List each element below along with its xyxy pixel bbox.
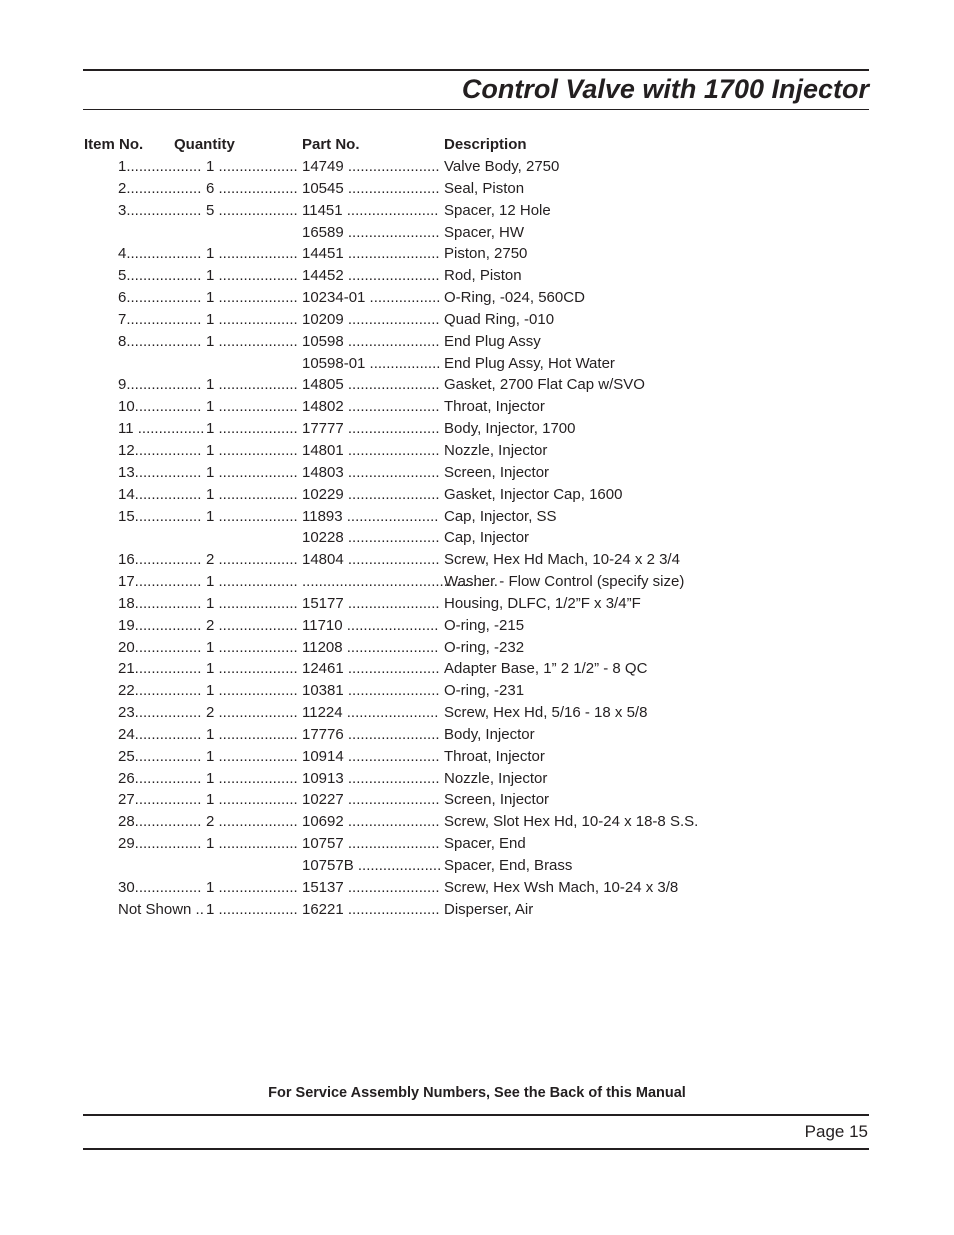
description: Gasket, 2700 Flat Cap w/SVO: [444, 376, 645, 394]
quantity: 6 ...................: [206, 179, 298, 197]
quantity: 1 ...................: [206, 332, 298, 350]
item-number: 4..................: [118, 245, 202, 263]
parts-row: [0, 506, 954, 528]
description: Disperser, Air: [444, 900, 534, 918]
quantity: 1 ...................: [206, 158, 298, 175]
quantity: 1 ...................: [206, 594, 298, 612]
parts-row: [0, 658, 954, 680]
item-number: 16................: [118, 551, 202, 569]
item-number: 11 ................: [118, 420, 205, 438]
parts-row: [0, 877, 954, 899]
part-number: 14805 ......................: [302, 376, 440, 394]
part-number: 17777 ......................: [302, 420, 440, 438]
parts-row: [0, 287, 954, 309]
quantity: 1 ...................: [206, 791, 298, 809]
quantity: 1 ...................: [206, 878, 298, 896]
header-rule-top: [83, 69, 869, 71]
parts-row: [0, 440, 954, 462]
description: Spacer, End: [444, 835, 526, 853]
parts-row: [0, 484, 954, 506]
description: Cap, Injector, SS: [444, 507, 557, 525]
parts-row: [0, 200, 954, 222]
parts-row: [0, 899, 954, 921]
column-header-item: Item No.: [84, 136, 144, 153]
item-number: 9..................: [118, 376, 202, 394]
item-number: 20................: [118, 638, 202, 656]
item-number: 6..................: [118, 289, 202, 307]
item-number: 10................: [118, 398, 202, 416]
item-number: 25................: [118, 747, 202, 765]
parts-row: [0, 789, 954, 811]
item-number: 18................: [118, 594, 202, 612]
item-number: 29................: [118, 835, 202, 853]
service-footnote: For Service Assembly Numbers, See the Back of this Manual: [268, 1085, 686, 1101]
quantity: 1 ...................: [206, 769, 298, 787]
item-number: 5..................: [118, 267, 202, 285]
item-number: 28................: [118, 813, 202, 831]
part-number: 14452 ......................: [302, 267, 440, 285]
quantity: 1 ...................: [206, 638, 298, 656]
quantity: 5 ...................: [206, 201, 298, 219]
parts-row: [0, 353, 954, 375]
parts-row: [0, 331, 954, 353]
quantity: 1 ...................: [206, 463, 298, 481]
description: O-ring, -232: [444, 638, 525, 656]
description: Throat, Injector: [444, 398, 545, 416]
parts-row: [0, 156, 954, 178]
item-number: 15................: [118, 507, 202, 525]
parts-row: [0, 462, 954, 484]
part-number: 10913 ......................: [302, 769, 440, 787]
quantity: 1 ...................: [206, 376, 298, 394]
parts-row: [0, 374, 954, 396]
quantity: 1 ...................: [206, 289, 298, 307]
parts-row: [0, 593, 954, 615]
item-number: 24................: [118, 725, 202, 743]
part-number: 10228 ......................: [302, 529, 440, 547]
description: End Plug Assy: [444, 332, 541, 350]
description: Cap, Injector: [444, 529, 530, 547]
description: O-Ring, -024, 560CD: [444, 289, 585, 307]
parts-row: [0, 527, 954, 549]
item-number: 17................: [118, 573, 202, 591]
description: Washer - Flow Control (specify size): [444, 573, 685, 591]
description: Screw, Hex Hd Mach, 10-24 x 2 3/4: [444, 551, 680, 569]
item-number: 3..................: [118, 201, 202, 219]
header-rule-bottom: [83, 109, 869, 110]
quantity: 1 ...................: [206, 660, 298, 678]
quantity: 1 ...................: [206, 245, 298, 263]
page-title: Control Valve with 1700 Injector: [461, 74, 869, 104]
description: Screen, Injector: [444, 463, 550, 481]
column-header-part: Part No.: [302, 136, 360, 153]
parts-row: [0, 418, 954, 440]
parts-row: [0, 702, 954, 724]
part-number: 14451 ......................: [302, 245, 440, 263]
quantity: 1 ...................: [206, 267, 298, 285]
description: Body, Injector: [444, 725, 535, 743]
item-number: 2..................: [118, 179, 202, 197]
part-number: 10757B ....................: [302, 857, 442, 874]
item-number: 19................: [118, 616, 202, 634]
part-number: 10234-01 .................: [302, 289, 441, 307]
part-number: 11224 ......................: [302, 704, 439, 722]
item-number: 13................: [118, 463, 202, 481]
quantity: 1 ...................: [206, 835, 298, 853]
item-number: 23................: [118, 704, 202, 722]
quantity: 2 ...................: [206, 551, 298, 569]
item-number: 30................: [118, 878, 202, 896]
parts-row: [0, 178, 954, 200]
parts-row: [0, 768, 954, 790]
quantity: 2 ...................: [206, 616, 298, 634]
description: Gasket, Injector Cap, 1600: [444, 485, 623, 503]
quantity: 1 ...................: [206, 441, 298, 459]
parts-row: [0, 243, 954, 265]
part-number: 11451 ......................: [302, 201, 439, 219]
description: Adapter Base, 1” 2 1/2” - 8 QC: [444, 660, 648, 678]
parts-row: [0, 309, 954, 331]
item-number: 8..................: [118, 332, 202, 350]
description: Spacer, HW: [444, 223, 525, 241]
parts-row: [0, 680, 954, 702]
part-number: 15177 ......................: [302, 594, 440, 612]
parts-row: [0, 811, 954, 833]
page-number: Page 15: [804, 1122, 868, 1141]
item-number: 7..................: [118, 310, 202, 328]
item-number: 12................: [118, 441, 202, 459]
part-number: 10692 ......................: [302, 813, 440, 831]
parts-row: [0, 637, 954, 659]
item-number: 22................: [118, 682, 202, 700]
description: Screw, Slot Hex Hd, 10-24 x 18-8 S.S.: [444, 813, 699, 831]
description: Throat, Injector: [444, 747, 545, 765]
part-number: 12461 ......................: [302, 660, 440, 678]
part-number: 14801 ......................: [302, 441, 440, 459]
quantity: 1 ...................: [206, 573, 298, 591]
description: Nozzle, Injector: [444, 441, 548, 459]
part-number: 10757 ......................: [302, 835, 440, 853]
description: Rod, Piston: [444, 267, 522, 285]
description: Screw, Hex Hd, 5/16 - 18 x 5/8: [444, 704, 648, 722]
part-number: 10209 ......................: [302, 310, 440, 328]
parts-row: [0, 265, 954, 287]
description: O-ring, -215: [444, 616, 525, 634]
parts-row: [0, 855, 954, 877]
quantity: 1 ...................: [206, 310, 298, 328]
parts-row: [0, 724, 954, 746]
description: Spacer, 12 Hole: [444, 201, 551, 219]
quantity: 2 ...................: [206, 813, 298, 831]
parts-row: [0, 549, 954, 571]
quantity: 1 ...................: [206, 507, 298, 525]
description: Seal, Piston: [444, 179, 525, 197]
quantity: 1 ...................: [206, 420, 298, 438]
item-number: 27................: [118, 791, 202, 809]
item-number: 26................: [118, 769, 202, 787]
part-number: 10229 ......................: [302, 485, 440, 503]
parts-row: [0, 396, 954, 418]
part-number: 16221 ......................: [302, 900, 440, 918]
description: Housing, DLFC, 1/2”F x 3/4”F: [444, 594, 641, 612]
part-number: 10598-01 .................: [302, 354, 441, 372]
description: Nozzle, Injector: [444, 769, 548, 787]
part-number: ...............................................: [302, 573, 498, 591]
description: Screw, Hex Wsh Mach, 10-24 x 3/8: [444, 878, 679, 896]
part-number: 11893 ......................: [302, 507, 439, 525]
part-number: 10381 ......................: [302, 682, 440, 700]
column-header-quantity: Quantity: [174, 136, 235, 153]
part-number: 10914 ......................: [302, 747, 440, 765]
parts-row: [0, 222, 954, 244]
quantity: 1 ...................: [206, 485, 298, 503]
item-number: Not Shown ..: [118, 900, 204, 918]
part-number: 17776 ......................: [302, 725, 440, 743]
column-header-description: Description: [444, 136, 527, 153]
part-number: 11710 ......................: [302, 616, 439, 634]
description: Quad Ring, -010: [444, 310, 555, 328]
footer-rule-bottom: [83, 1148, 869, 1150]
item-number: 1..................: [118, 158, 202, 175]
description: Spacer, End, Brass: [444, 857, 573, 874]
part-number: 10598 ......................: [302, 332, 440, 350]
description: Body, Injector, 1700: [444, 420, 576, 438]
quantity: 1 ...................: [206, 682, 298, 700]
quantity: 1 ...................: [206, 747, 298, 765]
parts-row: [0, 833, 954, 855]
part-number: 14802 ......................: [302, 398, 440, 416]
description: Screen, Injector: [444, 791, 550, 809]
part-number: 14749 ......................: [302, 158, 440, 175]
parts-row: [0, 746, 954, 768]
parts-row: [0, 615, 954, 637]
item-number: 21................: [118, 660, 202, 678]
part-number: 14804 ......................: [302, 551, 440, 569]
part-number: 11208 ......................: [302, 638, 439, 656]
part-number: 16589 ......................: [302, 223, 440, 241]
quantity: 2 ...................: [206, 704, 298, 722]
parts-row: [0, 571, 954, 593]
description: End Plug Assy, Hot Water: [444, 354, 615, 372]
part-number: 10227 ......................: [302, 791, 440, 809]
part-number: 15137 ......................: [302, 878, 440, 896]
footer-rule-top: [83, 1114, 869, 1116]
description: Piston, 2750: [444, 245, 528, 263]
quantity: 1 ...................: [206, 900, 298, 918]
quantity: 1 ...................: [206, 398, 298, 416]
quantity: 1 ...................: [206, 725, 298, 743]
description: Valve Body, 2750: [444, 158, 560, 175]
part-number: 14803 ......................: [302, 463, 440, 481]
item-number: 14................: [118, 485, 202, 503]
parts-list: [0, 156, 954, 921]
part-number: 10545 ......................: [302, 179, 440, 197]
description: O-ring, -231: [444, 682, 525, 700]
